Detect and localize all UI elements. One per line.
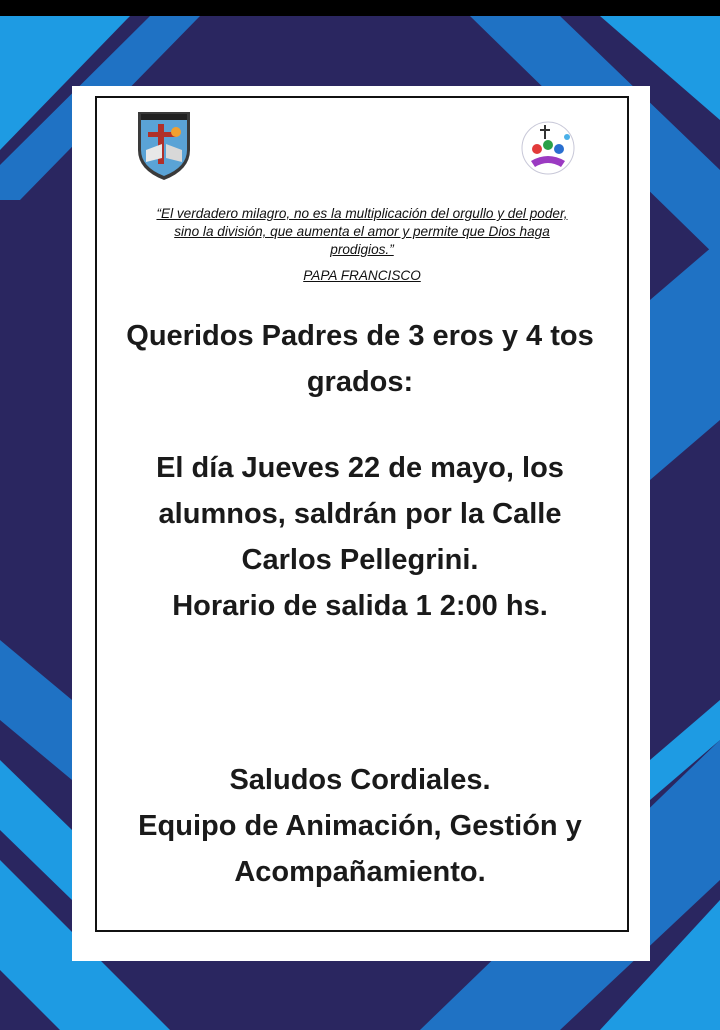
greeting-line-2: grados: [306, 366, 414, 398]
greeting-line-1: Queridos Padres de 3 eros y 4 tos [126, 320, 594, 352]
quote-author: PAPA FRANCISCO [303, 268, 421, 283]
quote-line-2: sino la división, que aumenta el amor y permite que Dios haga [174, 224, 550, 239]
body-line-4: Horario de salida 1 2:00 hs. [172, 590, 548, 622]
quote-line-3: prodigios.” [330, 242, 394, 257]
school-shield-logo-icon [136, 110, 192, 182]
quote-block [95, 205, 629, 259]
closing-line-1: Saludos Cordiales. [229, 764, 491, 796]
top-black-bar [0, 0, 720, 16]
quote-line-1: “El verdadero milagro, no es la multiplicación del orgullo y del poder, [156, 206, 568, 221]
closing-line-3: Acompañamiento. [234, 856, 486, 888]
closing-line-2: Equipo de Animación, Gestión y [138, 810, 582, 842]
body-line-2: alumnos, saldrán por la Calle [158, 498, 562, 530]
body-line-1: El día Jueves 22 de mayo, los [156, 452, 564, 484]
pastoral-circle-logo-icon [515, 115, 581, 181]
body-line-3: Carlos Pellegrini. [241, 544, 479, 576]
